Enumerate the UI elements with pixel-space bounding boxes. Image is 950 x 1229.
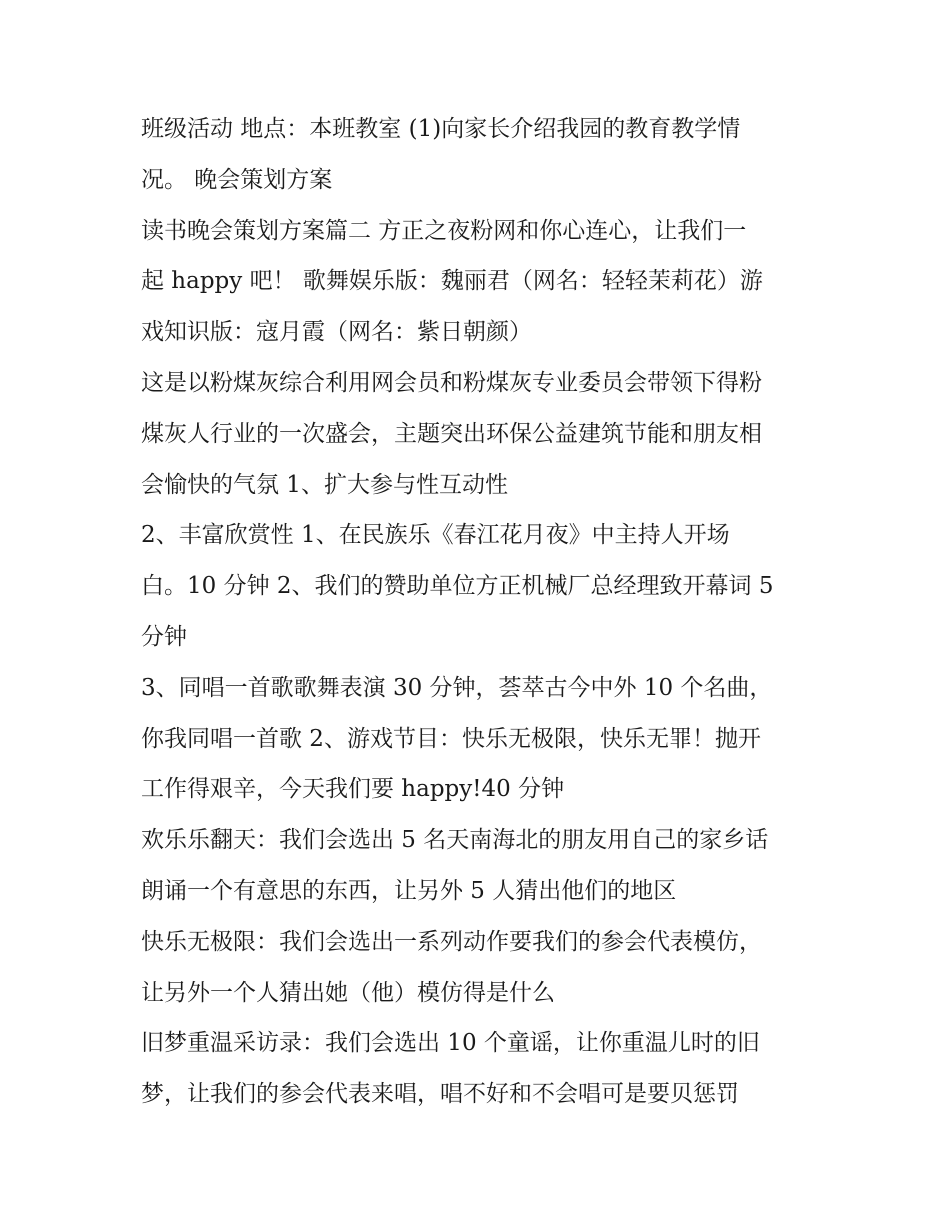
text-line: 会愉快的气氛 1、扩大参与性互动性 (141, 471, 508, 498)
text-line: 起 happy 吧！ 歌舞娱乐版：魏丽君（网名：轻轻茉莉花）游 (141, 268, 763, 295)
text-line: 分钟 (141, 623, 187, 650)
text-line: 快乐无极限：我们会选出一系列动作要我们的参会代表模仿， (141, 928, 762, 955)
text-line: 况。 晚会策划方案 (141, 166, 333, 193)
text-line: 这是以粉煤灰综合利用网会员和粉煤灰专业委员会带领下得粉 (141, 369, 762, 396)
text-line: 戏知识版：寇月霞（网名：紫日朝颜） (141, 319, 532, 346)
text-line: 朗诵一个有意思的东西，让另外 5 人猜出他们的地区 (141, 877, 677, 904)
text-line: 班级活动 地点：本班教室 (1)向家长介绍我园的教育教学情 (141, 116, 741, 142)
text-line: 3、同唱一首歌歌舞表演 30 分钟，荟萃古今中外 10 个名曲， (141, 674, 773, 701)
text-line: 你我同唱一首歌 2、游戏节目：快乐无极限，快乐无罪！抛开 (141, 725, 761, 752)
text-line: 读书晚会策划方案篇二 方正之夜粉网和你心连心，让我们一 (141, 217, 747, 244)
text-line: 旧梦重温采访录：我们会选出 10 个童谣，让你重温儿时的旧 (141, 1030, 760, 1057)
text-line: 梦，让我们的参会代表来唱，唱不好和不会唱可是要贝惩罚 (141, 1081, 739, 1108)
document-body (141, 104, 821, 1120)
text-line: 煤灰人行业的一次盛会，主题突出环保公益建筑节能和朋友相 (141, 420, 762, 447)
text-line: 2、丰富欣赏性 1、在民族乐《春江花月夜》中主持人开场 (141, 522, 730, 549)
text-line: 欢乐乐翻天：我们会选出 5 名天南海北的朋友用自己的家乡话 (141, 827, 769, 854)
text-line: 白。10 分钟 2、我们的赞助单位方正机械厂总经理致开幕词 5 (141, 573, 774, 600)
text-line: 工作得艰辛，今天我们要 happy!40 分钟 (141, 776, 565, 803)
text-line: 让另外一个人猜出她（他）模仿得是什么 (141, 979, 555, 1006)
